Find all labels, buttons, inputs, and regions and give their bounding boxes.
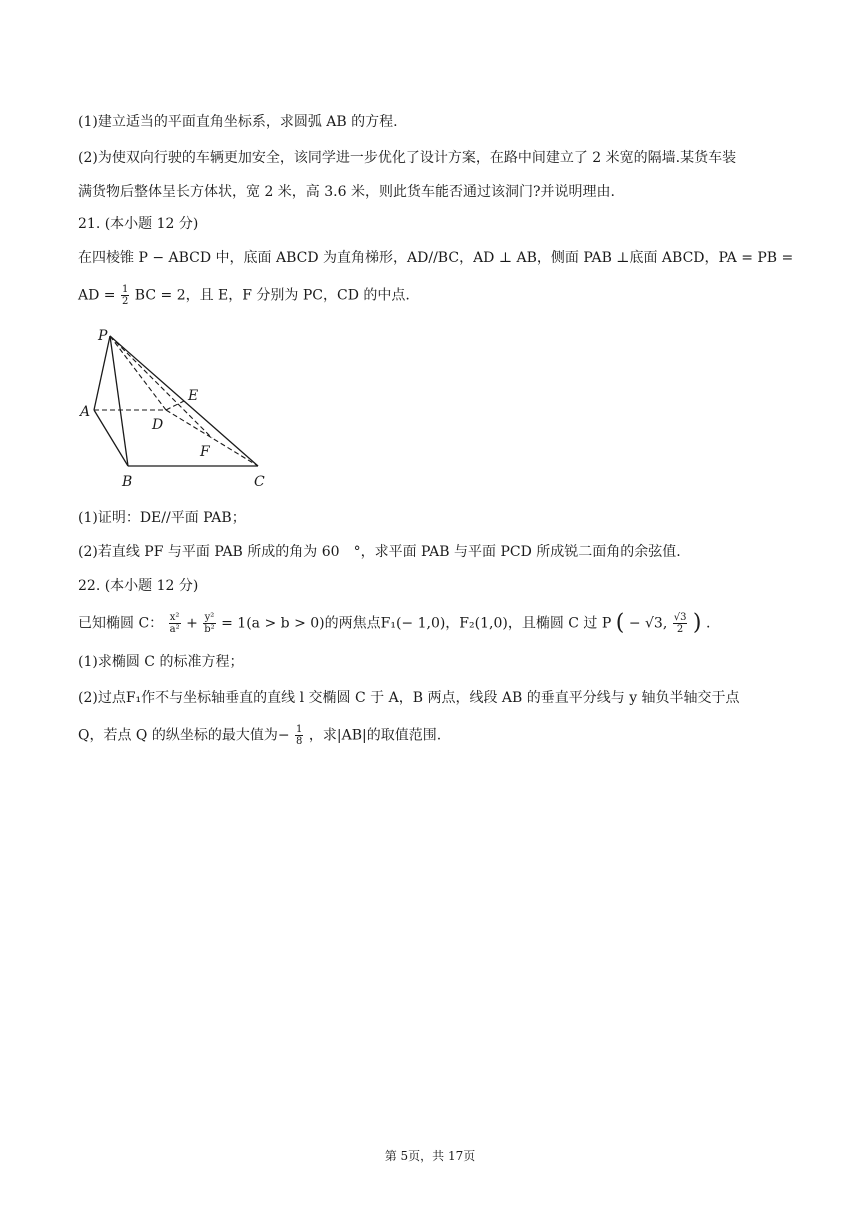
label-P: P <box>98 328 108 344</box>
q21-part2: (2)若直线 PF 与平面 PAB 所成的角为 60 °，求平面 PAB 与平面 PCD 所成锐二面角的余弦值. <box>78 544 681 560</box>
label-E: E <box>188 388 199 404</box>
q21-stem-line2-b: BC = 2，且 E，F 分别为 PC，CD 的中点. <box>134 287 410 304</box>
label-B: B <box>122 474 133 490</box>
label-A: A <box>80 404 91 420</box>
q22-part2-line2-b: ，求|AB|的取值范围. <box>308 727 442 744</box>
q22-part2-line2 <box>78 724 441 747</box>
fraction-one-eighth: $\frac{1}{8}$ <box>296 724 303 747</box>
q20-part1: (1)建立适当的平面直角坐标系，求圆弧 AB 的方程. <box>78 114 398 130</box>
label-C: C <box>254 474 265 490</box>
q20-part2-line2: 满货物后整体呈长方体状，宽 2 米，高 3.6 米，则此货车能否通过该洞门?并说明理由. <box>78 184 615 200</box>
fraction-x2-a2: $\frac{\text{x²}}{\text{a²}}$ <box>169 612 180 635</box>
paren-open: ( <box>615 610 625 636</box>
q21-stem-line1: 在四棱锥 P − ABCD 中，底面 ABCD 为直角梯形，AD//BC，AD ⊥ AB，侧面 PAB ⊥底面 ABCD，PA = PB = <box>78 250 794 266</box>
q22-stem-b: = 1(a > b > 0)的两焦点F₁(− 1,0)，F₂(1,0)，且椭圆 C 过 P <box>221 615 612 632</box>
q22-stem-end: . <box>705 615 711 632</box>
page-footer: 第 5页，共 17页 <box>384 1149 476 1163</box>
q22-point-a: − √3, <box>628 615 668 632</box>
q21-stem-line2 <box>78 284 410 307</box>
q22-stem-a: 已知椭圆 C： <box>78 615 164 632</box>
fraction-one-half: $\frac{1}{2}$ <box>121 284 129 307</box>
q22-part2-line1: (2)过点F₁作不与坐标轴垂直的直线 l 交椭圆 C 于 A，B 两点，线段 AB 的垂直平分线与 y 轴负半轴交于点 <box>78 690 740 706</box>
fraction-sqrt3-2: $\frac{√3}{2}$ <box>673 612 687 635</box>
label-D: D <box>152 417 164 433</box>
pyramid-figure <box>78 324 278 496</box>
q21-header: 21. (本小题 12 分) <box>78 216 199 232</box>
q22-header: 22. (本小题 12 分) <box>78 578 199 594</box>
q22-part2-line2-a: Q，若点 Q 的纵坐标的最大值为− <box>78 727 290 744</box>
segment-DE <box>166 401 184 410</box>
label-F: F <box>200 444 210 460</box>
q22-plus: + <box>186 615 198 632</box>
q22-part1: (1)求椭圆 C 的标准方程； <box>78 654 244 670</box>
paren-close: ) <box>692 610 702 636</box>
q20-part2-line1: (2)为使双向行驶的车辆更加安全，该同学进一步优化了设计方案，在路中间建立了 2 米宽的隔墙.某货车装 <box>78 150 737 166</box>
q21-stem-line2-a: AD = <box>78 287 116 304</box>
q21-part1: (1)证明：DE//平面 PAB； <box>78 510 246 526</box>
pyramid-diagram <box>78 324 278 496</box>
q22-stem <box>78 612 710 635</box>
edge-AB <box>94 410 128 466</box>
fraction-y2-b2: $\frac{\text{y²}}{\text{b²}}$ <box>204 612 215 635</box>
edge-PA <box>94 336 110 410</box>
